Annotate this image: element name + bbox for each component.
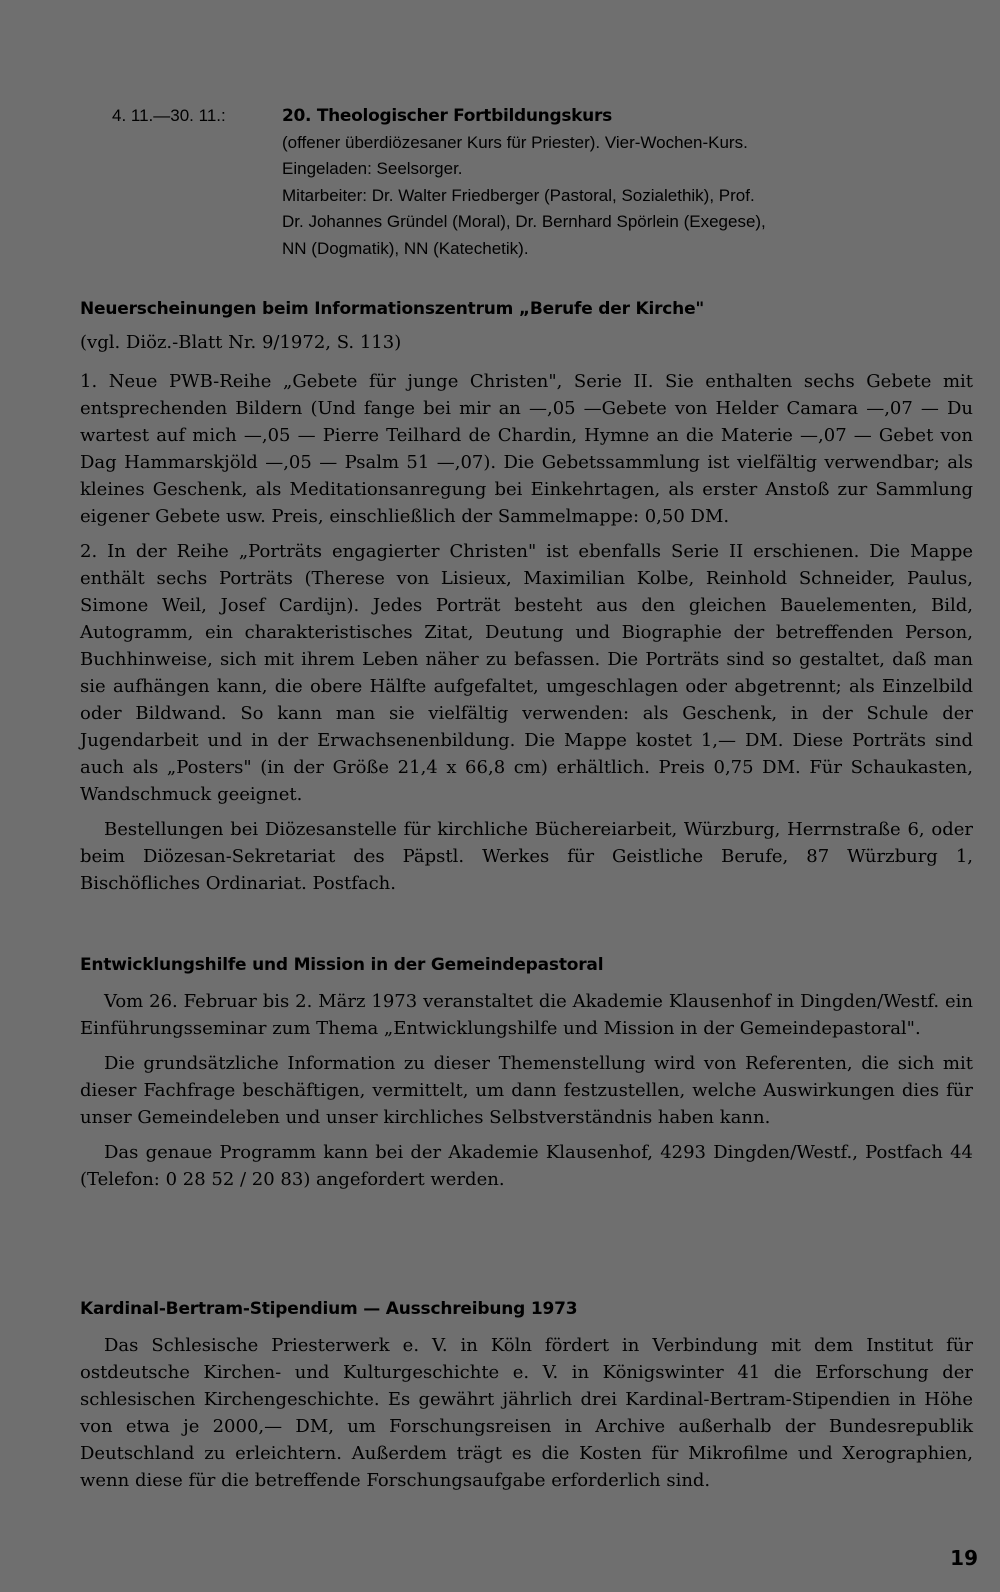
course-line: Mitarbeiter: Dr. Walter Friedberger (Pastoral, Sozialethik), Prof. [282,185,755,205]
course-title: 20. Theologischer Fortbildungskurs [282,106,612,126]
course-date: 4. 11.—30. 11.: [112,106,226,125]
section-heading: Entwicklungshilfe und Mission in der Gemeindepastoral [80,955,604,975]
paragraph: Vom 26. Februar bis 2. März 1973 veranstaltet die Akademie Klausenhof in Dingden/Westf. ein Einführungsseminar zum Thema „Entwicklungshilfe und Mission in der Gemeindepastoral". [80,991,973,1039]
paragraph: Bestellungen bei Diözesanstelle für kirchliche Büchereiarbeit, Würzburg, Herrnstraße 6, oder beim Diözesan-Sekretariat des Päpstl. Werkes für Geistliche Berufe, 87 Würzburg 1, Bischöfliches Ordinariat. Postfach. [80,819,973,894]
course-line: NN (Dogmatik), NN (Katechetik). [282,238,529,258]
course-details [282,103,972,262]
section-reference: (vgl. Diöz.-Blatt Nr. 9/1972, S. 113) [80,332,402,353]
course-line: (offener überdiözesaner Kurs für Priester). Vier-Wochen-Kurs. [282,132,748,152]
page-number: 19 [950,1546,978,1570]
section-entwicklungshilfe [80,952,973,1201]
paragraph: 1. Neue PWB-Reihe „Gebete für junge Christen", Serie II. Sie enthalten sechs Gebete mit entsprechenden Bildern (Und fange bei mir an —,05 —Gebete von Helder Camara —,07 — Du wartest auf mich —,05 — Pierre Teilhard de Chardin, Hymne an die Materie —,07 — Gebet von Dag Hammarskjöld —,05 — Psalm 51 —,07). Die Gebetssammlung ist vielfältig verwendbar; als kleines Geschenk, als Meditationsanregung bei Einkehrtagen, als erster Anstoß zur Sammlung eigener Gebete usw. Preis, einschließlich der Sammelmappe: 0,50 DM. [80,371,973,527]
paragraph: Das Schlesische Priesterwerk e. V. in Köln fördert in Verbindung mit dem Institut für ostdeutsche Kirchen- und Kulturgeschichte e. V. in Königswinter 41 die Erforschung der schlesischen Kirchengeschichte. Es gewährt jährlich drei Kardinal-Bertram-Stipendien in Höhe von etwa je 2000,— DM, um Forschungsreisen in Archive außerhalb der Bundesrepublik Deutschland zu erleichtern. Außerdem trägt es die Kosten für Mikrofilme und Xerographien, wenn diese für die betreffende Forschungsaufgabe erforderlich sind. [80,1335,973,1491]
section-stipendium [80,1296,973,1502]
paragraph: Das genaue Programm kann bei der Akademie Klausenhof, 4293 Dingden/Westf., Postfach 44 (Telefon: 0 28 52 / 20 83) angefordert werden. [80,1142,973,1190]
course-line: Dr. Johannes Gründel (Moral), Dr. Bernhard Spörlein (Exegese), [282,212,766,231]
section-heading: Kardinal-Bertram-Stipendium — Ausschreibung 1973 [80,1299,578,1319]
section-heading: Neuerscheinungen beim Informationszentrum „Berufe der Kirche" [80,299,705,319]
paragraph: 2. In der Reihe „Porträts engagierter Christen" ist ebenfalls Serie II erschienen. Die Mappe enthält sechs Porträts (Therese von Lisieux, Maximilian Kolbe, Reinhold Schneider, Paulus, Simone Weil, Josef Cardijn). Jedes Porträt besteht aus den gleichen Bauelementen, Bild, Autogramm, ein charakteristisches Zitat, Deutung und Biographie der betreffenden Person, Buchhinweise, sich mit ihrem Leben näher zu befassen. Die Porträts sind so gestaltet, daß man sie aufhängen kann, die obere Hälfte aufgefaltet, umgeschlagen oder abgetrennt; als Einzelbild oder Bildwand. So kann man sie vielfältig verwenden: als Geschenk, in der Schule der Jugendarbeit und in der Erwachsenenbildung. Die Mappe kostet 1,— DM. Diese Porträts sind auch als „Posters" (in der Größe 21,4 x 66,8 cm) erhältlich. Preis 0,75 DM. Für Schaukasten, Wandschmuck geeignet. [80,541,973,805]
paragraph: Die grundsätzliche Information zu dieser Themenstellung wird von Referenten, die sich mit dieser Fachfrage beschäftigen, vermittelt, um dann festzustellen, welche Auswirkungen dies für unser Gemeindeleben und unser kirchliches Selbstverständnis haben kann. [80,1053,973,1128]
section-neuerscheinungen [80,296,973,905]
course-line: Eingeladen: Seelsorger. [282,159,463,178]
